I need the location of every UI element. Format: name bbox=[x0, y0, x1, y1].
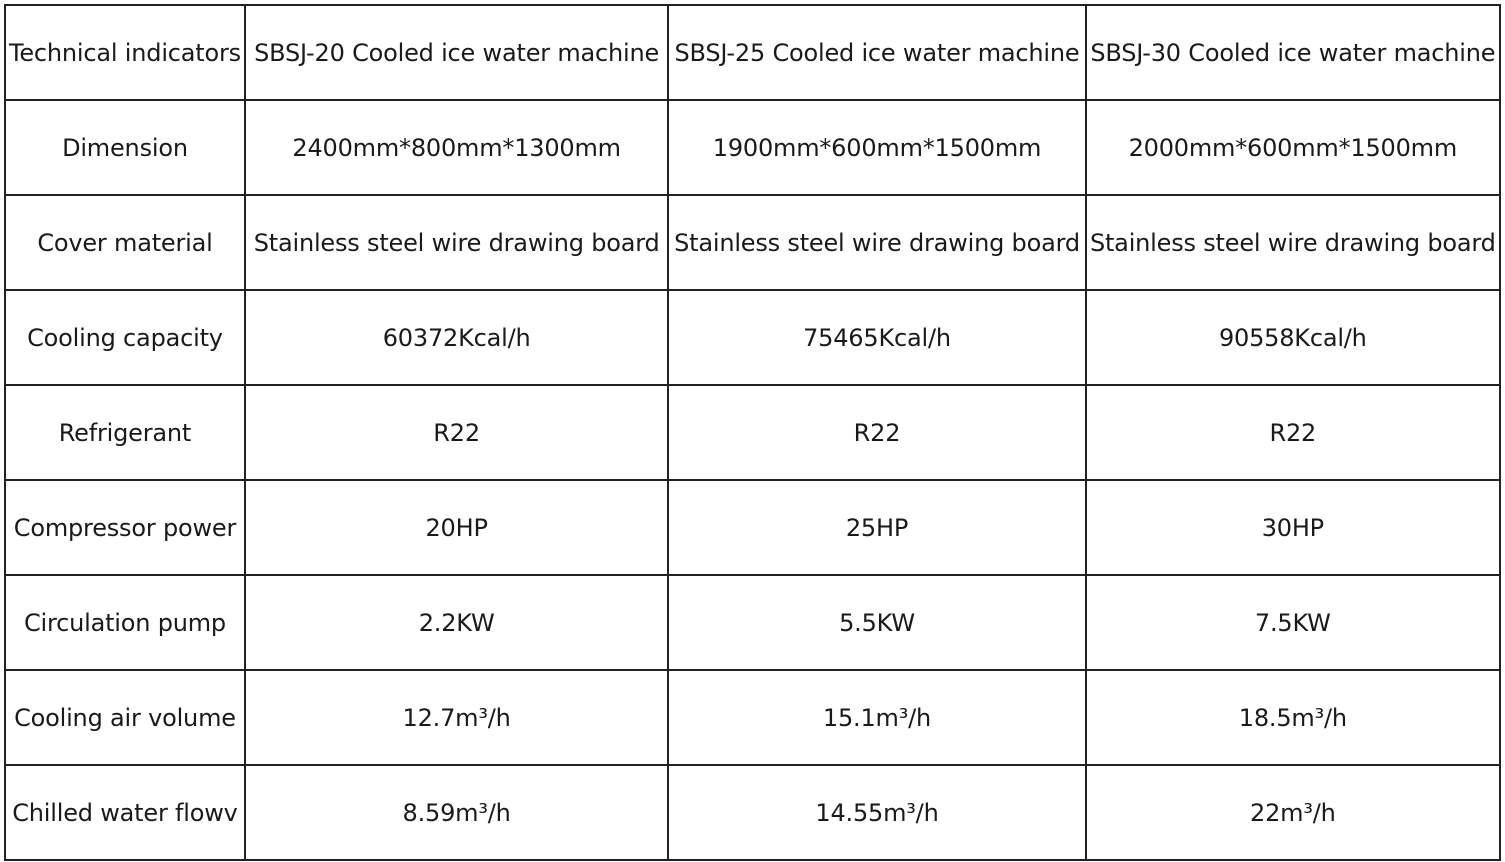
table-cell: 30HP bbox=[1086, 480, 1500, 575]
row-label-circulation-pump: Circulation pump bbox=[5, 575, 245, 670]
table-cell: 22m³/h bbox=[1086, 765, 1500, 860]
table-cell: 14.55m³/h bbox=[668, 765, 1085, 860]
table-row-circulation-pump bbox=[5, 575, 1500, 670]
row-label-cooling-air-volume: Cooling air volume bbox=[5, 670, 245, 765]
table-cell: 1900mm*600mm*1500mm bbox=[668, 100, 1085, 195]
table-row-cooling-capacity bbox=[5, 290, 1500, 385]
table-cell: 75465Kcal/h bbox=[668, 290, 1085, 385]
header-cell-sbsj-20: SBSJ-20 Cooled ice water machine bbox=[245, 5, 668, 100]
table-cell: 8.59m³/h bbox=[245, 765, 668, 860]
row-label-cover-material: Cover material bbox=[5, 195, 245, 290]
table-cell: R22 bbox=[245, 385, 668, 480]
table-row-compressor-power bbox=[5, 480, 1500, 575]
spec-table bbox=[4, 4, 1501, 861]
table-cell: Stainless steel wire drawing board bbox=[245, 195, 668, 290]
table-header-row bbox=[5, 5, 1500, 100]
table-cell: Stainless steel wire drawing board bbox=[668, 195, 1085, 290]
table-cell: 2.2KW bbox=[245, 575, 668, 670]
table-cell: 25HP bbox=[668, 480, 1085, 575]
table-cell: 20HP bbox=[245, 480, 668, 575]
table-row-cooling-air-volume bbox=[5, 670, 1500, 765]
table-cell: 12.7m³/h bbox=[245, 670, 668, 765]
header-cell-sbsj-30: SBSJ-30 Cooled ice water machine bbox=[1086, 5, 1500, 100]
row-label-dimension: Dimension bbox=[5, 100, 245, 195]
table-cell: 18.5m³/h bbox=[1086, 670, 1500, 765]
table-cell: 7.5KW bbox=[1086, 575, 1500, 670]
table-row-chilled-water-flow bbox=[5, 765, 1500, 860]
table-cell: Stainless steel wire drawing board bbox=[1086, 195, 1500, 290]
header-cell-technical-indicators: Technical indicators bbox=[5, 5, 245, 100]
table-row-cover-material bbox=[5, 195, 1500, 290]
table-cell: R22 bbox=[668, 385, 1085, 480]
table-row-refrigerant bbox=[5, 385, 1500, 480]
table-cell: 60372Kcal/h bbox=[245, 290, 668, 385]
table-cell: R22 bbox=[1086, 385, 1500, 480]
table-cell: 15.1m³/h bbox=[668, 670, 1085, 765]
table-cell: 2000mm*600mm*1500mm bbox=[1086, 100, 1500, 195]
table-row-dimension bbox=[5, 100, 1500, 195]
table-cell: 2400mm*800mm*1300mm bbox=[245, 100, 668, 195]
header-cell-sbsj-25: SBSJ-25 Cooled ice water machine bbox=[668, 5, 1085, 100]
table-cell: 90558Kcal/h bbox=[1086, 290, 1500, 385]
table-cell: 5.5KW bbox=[668, 575, 1085, 670]
row-label-chilled-water-flow: Chilled water flowv bbox=[5, 765, 245, 860]
row-label-refrigerant: Refrigerant bbox=[5, 385, 245, 480]
row-label-compressor-power: Compressor power bbox=[5, 480, 245, 575]
row-label-cooling-capacity: Cooling capacity bbox=[5, 290, 245, 385]
